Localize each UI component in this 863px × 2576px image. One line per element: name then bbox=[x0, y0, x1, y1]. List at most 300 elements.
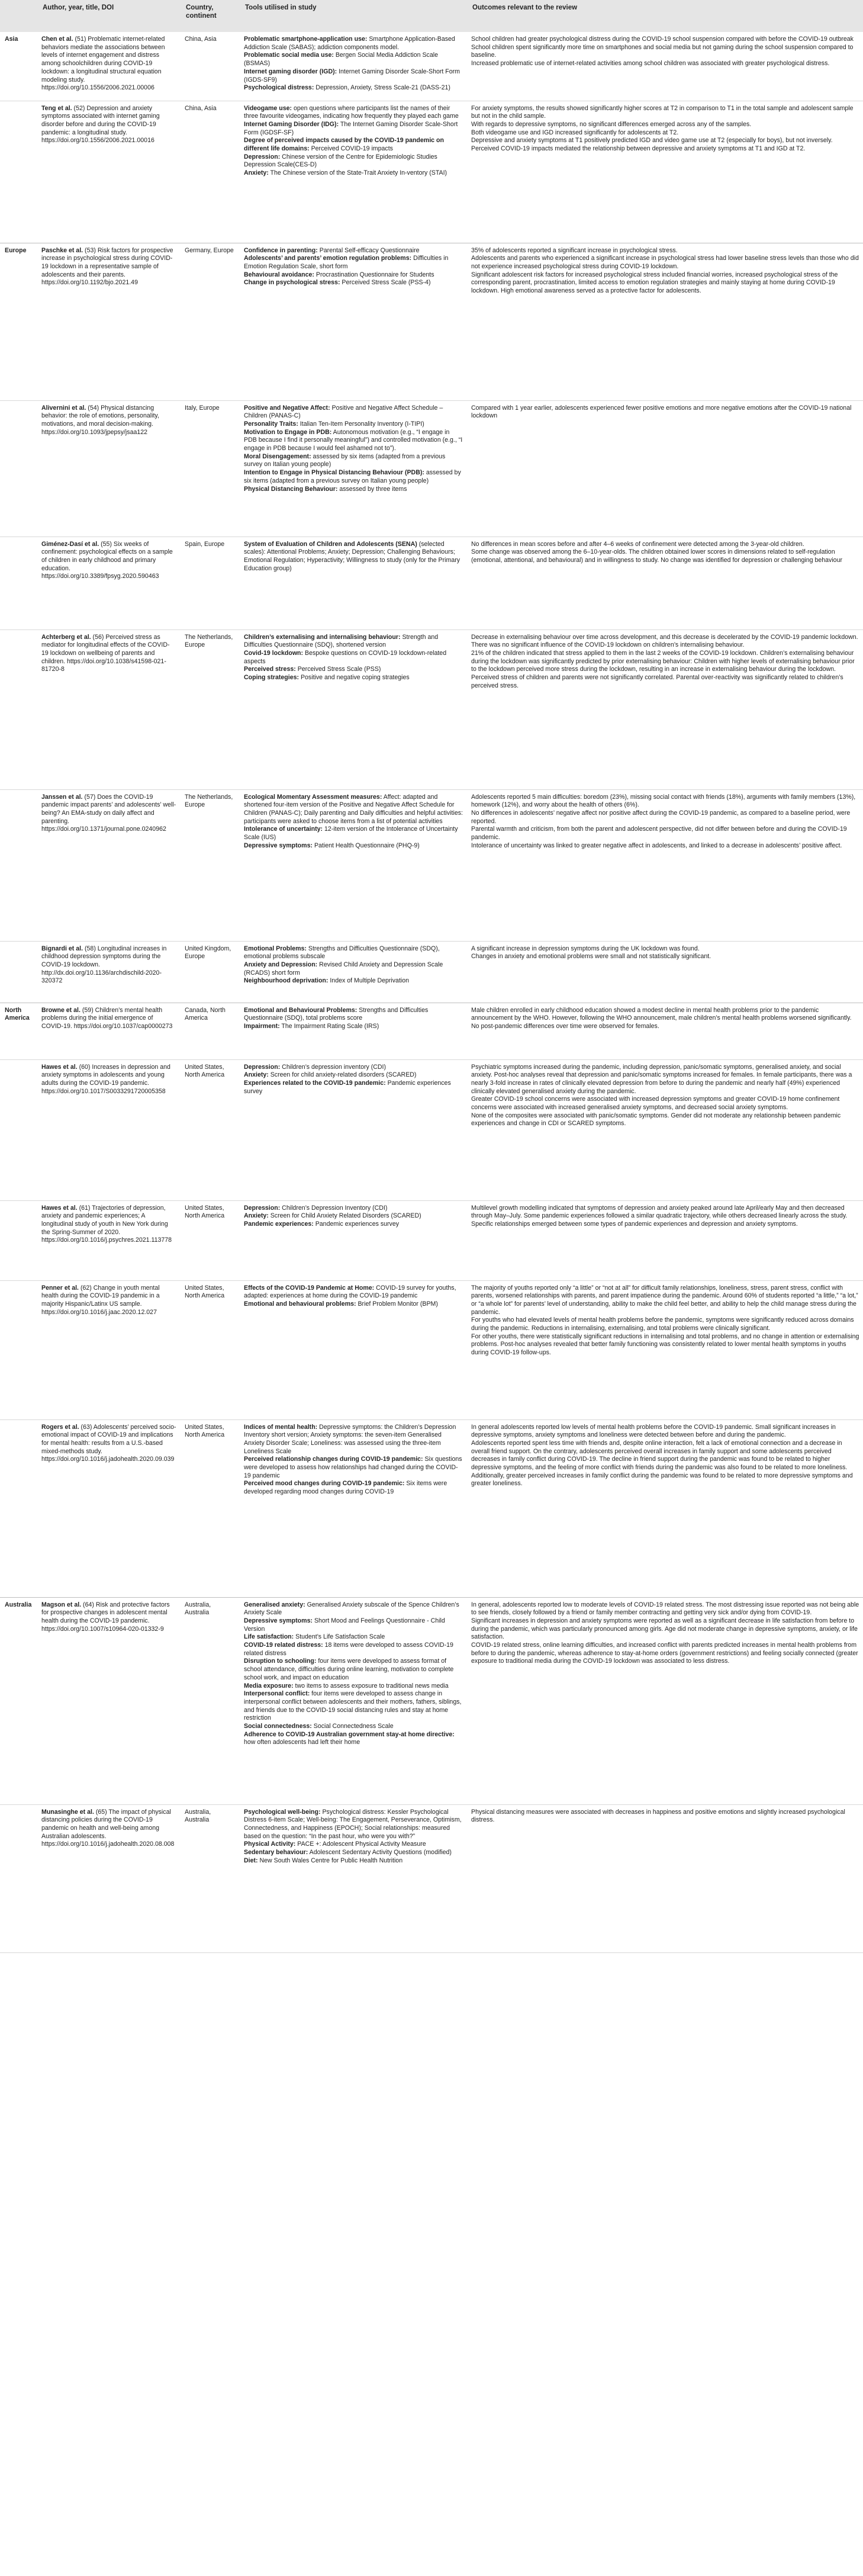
tool-label: Generalised anxiety: bbox=[244, 1601, 305, 1608]
outcome-paragraph: 35% of adolescents reported a significant increase in psychological stress. bbox=[471, 246, 678, 254]
tool-label: Depression: bbox=[244, 1063, 281, 1071]
region-cell bbox=[0, 1200, 37, 1280]
table-row bbox=[0, 1280, 863, 1419]
outcome-paragraph: Intolerance of uncertainty was linked to greater negative affect in adolescents, and linked to a decrease in adolescents’ positive affect. bbox=[471, 841, 842, 849]
author-name: Alivernini et al. bbox=[41, 404, 86, 412]
table-row bbox=[0, 1804, 863, 1952]
tools-cell bbox=[239, 629, 466, 789]
tool-description: Chinese version of the Centre for Epidemiologic Studies Depression Scale(CES-D) bbox=[244, 153, 437, 169]
tool-description: Affect: adapted and shortened four-item version of the Positive and Negative Affect Schedule for Children (PANAS-C); Daily parenting and Daily difficulties and helpful activities: participants were asked to choose items from a list of potential activities bbox=[244, 793, 463, 825]
tool-item bbox=[244, 1682, 463, 1691]
tool-description: Generalised Anxiety subscale of the Spence Children’s Anxiety Scale bbox=[244, 1601, 459, 1617]
header-outcomes: Outcomes relevant to the review bbox=[466, 0, 863, 32]
tool-label: Intolerance of uncertainty: bbox=[244, 826, 323, 833]
tool-description: Six questions were developed to assess how relationships had changed during the COVID-19 pandemic bbox=[244, 1456, 462, 1479]
region-cell: Australia bbox=[0, 1597, 37, 1804]
tool-label: Indices of mental health: bbox=[244, 1423, 318, 1431]
tool-label: Ecological Momentary Assessment measures: bbox=[244, 793, 382, 801]
author-name: Teng et al. bbox=[41, 104, 72, 112]
tool-item bbox=[244, 247, 463, 255]
tool-description: Internet Gaming Disorder Scale-Short Form (IGDS-SF9) bbox=[244, 68, 460, 83]
tool-label: Social connectedness: bbox=[244, 1723, 312, 1730]
outcome-paragraph: Some change was observed among the 6–10-year-olds. The children obtained lower scores in dimensions related to self-regulation (emotional, attentional, and behavioural) and in willingness to study. No change was identified for depression or challenging behaviour bbox=[471, 548, 842, 564]
outcome-paragraph: Increased problematic use of internet-related activities among school children was associated with greater psychological distress. bbox=[471, 60, 830, 68]
tool-item bbox=[244, 1658, 463, 1682]
outcomes-cell bbox=[466, 1059, 863, 1200]
outcome-paragraph: With regards to depressive symptoms, no significant differences emerged across any of the samples. bbox=[471, 120, 752, 128]
tool-item bbox=[244, 52, 463, 68]
author-title-doi: (58) Longitudinal increases in childhood depression symptoms during the COVID-19 lockdown. http://dx.doi.org/10.1136/archdischild-2020-320372 bbox=[41, 945, 167, 985]
tool-item bbox=[244, 826, 463, 841]
tool-item bbox=[244, 404, 463, 420]
tool-item bbox=[244, 36, 463, 52]
region-cell bbox=[0, 629, 37, 789]
tool-description: Psychological distress: Kessler Psychological Distress 6-item Scale; Well-being: The Engagement, Perseverance, Optimism, Connectedness, and Happiness (EPOCH); Social relationships: measured based on the question: “In the past hour, who were you with?” bbox=[244, 1808, 462, 1840]
country-cell: Germany, Europe bbox=[180, 243, 239, 400]
tool-item bbox=[244, 794, 463, 826]
tool-label: Intention to Engage in Physical Distancing Behaviour (PDB): bbox=[244, 469, 424, 477]
tool-item bbox=[244, 1205, 463, 1213]
tool-item bbox=[244, 84, 463, 92]
author-cell bbox=[37, 32, 180, 101]
tool-label: Motivation to Engage in PDB: bbox=[244, 428, 332, 436]
tool-description: Bergen Social Media Addiction Scale (BSMAS) bbox=[244, 52, 438, 68]
outcomes-cell bbox=[466, 1419, 863, 1597]
author-cell bbox=[37, 1200, 180, 1280]
tool-label: Emotional Problems: bbox=[244, 945, 307, 952]
tool-description: Strength and Difficulties Questionnaire (SDQ), shortened version bbox=[244, 633, 439, 649]
tool-item bbox=[244, 1284, 463, 1300]
tool-item bbox=[244, 1849, 463, 1857]
tool-label: Disruption to schooling: bbox=[244, 1658, 317, 1665]
tool-label: Impairment: bbox=[244, 1022, 280, 1030]
outcomes-cell bbox=[466, 101, 863, 243]
tool-description: Patient Health Questionnaire (PHQ-9) bbox=[313, 841, 420, 849]
outcomes-cell bbox=[466, 243, 863, 400]
tool-label: Internet gaming disorder (IGD): bbox=[244, 68, 337, 75]
header-country: Country, continent bbox=[180, 0, 239, 32]
tool-label: Depression: bbox=[244, 1204, 281, 1212]
tool-label: Emotional and Behavioural Problems: bbox=[244, 1006, 358, 1014]
author-cell bbox=[37, 1059, 180, 1200]
tool-label: Anxiety: bbox=[244, 1071, 269, 1079]
tool-label: Anxiety and Depression: bbox=[244, 961, 318, 968]
tool-description: Difficulties in Emotion Regulation Scale, short form bbox=[244, 255, 449, 270]
tool-label: Moral Disengagement: bbox=[244, 452, 311, 460]
outcome-paragraph: The majority of youths reported only “a little” or “not at all” for difficult family relationships, loneliness, stress, parent stress, conflict with parents, worsened relationships with parents, and parent impatience during the pandemic. Around 60% of students reported “a little,” “a lot,” or “a whole lot” for parents’ level of understanding, ability to make the child feel better, and ability to help the child manage stress during the pandemic. bbox=[471, 1284, 858, 1316]
author-title-doi: (63) Adolescents’ perceived socio-emotional impact of COVID-19 and implications for mental health: results from a U.S.-based mixed-methods study. https://doi.org/10.1016/j.jadohealth.2020.09.039 bbox=[41, 1423, 176, 1463]
tool-description: Strengths and Difficulties Questionnaire (SDQ), emotional problems subscale bbox=[244, 945, 440, 961]
author-cell bbox=[37, 1597, 180, 1804]
tool-description: Positive and negative coping strategies bbox=[299, 674, 410, 682]
author-name: Magson et al. bbox=[41, 1601, 82, 1608]
tool-label: COVID-19 related distress: bbox=[244, 1642, 323, 1649]
header-region bbox=[0, 0, 37, 32]
tools-cell bbox=[239, 1280, 466, 1419]
outcome-paragraph: Significant increases in depression and anxiety symptoms were reported as well as a significant decrease in life satisfaction from before to during the pandemic, which was particularly pronounced among girls. Age did not moderate change in depressive symptoms, anxiety, or life satisfaction. bbox=[471, 1617, 858, 1641]
tool-item bbox=[244, 105, 463, 121]
tool-label: Perceived mood changes during COVID-19 pandemic: bbox=[244, 1480, 405, 1488]
tool-item bbox=[244, 469, 463, 485]
tool-description: Revised Child Anxiety and Depression Scale (RCADS) short form bbox=[244, 961, 443, 977]
table-row bbox=[0, 32, 863, 101]
tools-cell bbox=[239, 789, 466, 941]
table-row bbox=[0, 400, 863, 537]
tool-label: Experiences related to the COVID-19 pandemic: bbox=[244, 1079, 386, 1087]
tool-item bbox=[244, 674, 463, 682]
author-title-doi: (65) The impact of physical distancing policies during the COVID-19 pandemic on health and well-being among Australian adolescents. https://doi.org/10.1016/j.jadohealth.2020.08.008 bbox=[41, 1808, 175, 1848]
region-cell: North America bbox=[0, 1003, 37, 1059]
author-cell bbox=[37, 789, 180, 941]
tool-label: Anxiety: bbox=[244, 169, 269, 177]
tools-cell bbox=[239, 243, 466, 400]
author-title-doi: (59) Children’s mental health problems during the initial emergence of COVID-19. https://doi.org/10.1037/cap0000273 bbox=[41, 1006, 173, 1030]
author-title-doi: (53) Risk factors for prospective increase in psychological stress during COVID-19 lockdown in a representative sample of adolescents and their parents. https://doi.org/10.1192/bjo.2021.49 bbox=[41, 246, 173, 287]
tool-description: Short Mood and Feelings Questionnaire - Child Version bbox=[244, 1617, 445, 1633]
outcomes-cell bbox=[466, 1597, 863, 1804]
tool-description: Depressive symptoms: the Children’s Depression Inventory short version; Anxiety symptoms: the seven-item Generalised Anxiety Disorder Scale; Loneliness: was assessed using the three-item Loneliness Scale bbox=[244, 1423, 456, 1455]
region-cell bbox=[0, 1804, 37, 1952]
tool-description: Student’s Life Satisfaction Scale bbox=[294, 1633, 385, 1641]
tool-item bbox=[244, 1690, 463, 1723]
tool-label: Videogame use: bbox=[244, 104, 292, 112]
author-title-doi: (60) Increases in depression and anxiety symptoms in adolescents and young adults during the COVID-19 pandemic. https://doi.org/10.1017/S0033291720005358 bbox=[41, 1063, 170, 1095]
outcome-paragraph: Psychiatric symptoms increased during the pandemic, including depression, panic/somatic symptoms, generalised anxiety, and social anxiety. Post-hoc analyses reveal that depression and panic/somatic symptoms increased for females. In female participants, there was a nearly 3-fold increase in rates of clinically elevated depression from before to during the pandemic and nearly half (49%) experienced clinically elevated generalised anxiety during the pandemic. bbox=[471, 1063, 852, 1095]
outcome-paragraph: Perceived stress of children and parents were not significantly correlated. Parental over-reactivity was significantly related to children’s perceived stress. bbox=[471, 674, 843, 689]
tool-item bbox=[244, 1642, 463, 1658]
country-cell: China, Asia bbox=[180, 101, 239, 243]
author-cell bbox=[37, 1003, 180, 1059]
table-row bbox=[0, 1200, 863, 1280]
tool-item bbox=[244, 1841, 463, 1849]
country-cell: The Netherlands, Europe bbox=[180, 629, 239, 789]
tool-description: 12-item version of the Intolerance of Uncertainty Scale (IUS) bbox=[244, 826, 458, 841]
tool-description: two items to assess exposure to traditional news media bbox=[293, 1682, 449, 1690]
tool-label: Behavioural avoidance: bbox=[244, 271, 314, 278]
tool-description: how often adolescents had left their home bbox=[244, 1739, 360, 1746]
tool-description: New South Wales Centre for Public Health Nutrition bbox=[257, 1856, 403, 1864]
outcomes-cell bbox=[466, 1804, 863, 1952]
tool-label: Children’s externalising and internalising behaviour: bbox=[244, 633, 401, 641]
tool-description: Autonomous motivation (e.g., “I engage in PDB because I find it personally meaningful”) and controlled motivation (e.g., “I engage in PDB because I would feel ashamed not to”). bbox=[244, 428, 463, 452]
author-cell bbox=[37, 941, 180, 1003]
country-cell: Italy, Europe bbox=[180, 400, 239, 537]
outcomes-cell bbox=[466, 941, 863, 1003]
author-name: Bignardi et al. bbox=[41, 945, 83, 952]
table-row bbox=[0, 1003, 863, 1059]
outcomes-cell bbox=[466, 1003, 863, 1059]
author-name: Munasinghe et al. bbox=[41, 1808, 94, 1816]
tool-description: Smartphone Application-Based Addiction Scale (SABAS); addiction components model. bbox=[244, 36, 455, 51]
table-header-row bbox=[0, 0, 863, 32]
tool-description: Perceived COVID-19 impacts bbox=[309, 145, 393, 153]
tool-item bbox=[244, 1723, 463, 1731]
tool-label: Pandemic experiences: bbox=[244, 1220, 314, 1228]
region-cell bbox=[0, 1059, 37, 1200]
table-row bbox=[0, 1059, 863, 1200]
tool-description: assessed by six items (adapted from a previous survey on Italian young people) bbox=[244, 452, 446, 468]
table-row bbox=[0, 1419, 863, 1597]
author-cell bbox=[37, 1280, 180, 1419]
tool-description: Depression, Anxiety, Stress Scale-21 (DASS-21) bbox=[314, 84, 450, 92]
tool-description: Pandemic experiences survey bbox=[244, 1079, 451, 1095]
tool-item bbox=[244, 634, 463, 650]
outcome-paragraph: Perceived COVID-19 impacts mediated the relationship between depressive and anxiety symptoms at T1 and IGD at T2. bbox=[471, 145, 806, 153]
tool-label: Perceived stress: bbox=[244, 666, 296, 673]
author-name: Rogers et al. bbox=[41, 1423, 79, 1431]
table-row bbox=[0, 1597, 863, 1804]
tool-description: Perceived Stress Scale (PSS) bbox=[295, 666, 381, 673]
tool-label: Neighbourhood deprivation: bbox=[244, 977, 329, 985]
tool-label: Effects of the COVID-19 Pandemic at Home: bbox=[244, 1284, 375, 1292]
outcomes-cell bbox=[466, 629, 863, 789]
tool-label: Confidence in parenting: bbox=[244, 246, 318, 254]
region-cell bbox=[0, 1280, 37, 1419]
tool-item bbox=[244, 1023, 463, 1031]
author-name: Browne et al. bbox=[41, 1006, 80, 1014]
outcome-paragraph: Significant adolescent risk factors for increased psychological stress included financial worries, increased psychological stress of the corresponding parent, procrastination, limited access to emotion regulation strategies and mainly staying at home during COVID-19 lockdown. High emotional awareness served as a protective factor for adolescents. bbox=[471, 271, 838, 295]
country-cell: The Netherlands, Europe bbox=[180, 789, 239, 941]
tool-description: Parental Self-efficacy Questionnaire bbox=[317, 246, 420, 254]
tool-item bbox=[244, 1480, 463, 1496]
tool-item bbox=[244, 1617, 463, 1633]
country-cell: Australia, Australia bbox=[180, 1804, 239, 1952]
tool-item bbox=[244, 486, 463, 494]
outcomes-cell bbox=[466, 32, 863, 101]
outcome-paragraph: Both videogame use and IGD increased significantly for adolescents at T2. bbox=[471, 129, 679, 136]
author-title-doi: (52) Depression and anxiety symptoms associated with internet gaming disorder before and during the COVID-19 pandemic: a longitudinal study. https://doi.org/10.1556/2006.2021.00016 bbox=[41, 104, 160, 144]
author-name: Chen et al. bbox=[41, 36, 73, 43]
tool-description: Brief Problem Monitor (BPM) bbox=[356, 1300, 438, 1308]
region-cell bbox=[0, 537, 37, 629]
tool-description: four items were developed to assess change in interpersonal conflict between adolescents and their mothers, fathers, siblings, and friends due to the COVID-19 social distancing rules and stay at home restriction bbox=[244, 1690, 462, 1722]
tool-item bbox=[244, 1633, 463, 1642]
tool-label: Degree of perceived impacts caused by the COVID-19 pandemic on different life domains: bbox=[244, 137, 444, 153]
author-name: Penner et al. bbox=[41, 1284, 79, 1292]
tool-label: Physical Distancing Behaviour: bbox=[244, 485, 338, 493]
tool-label: Problematic social media use: bbox=[244, 52, 334, 59]
author-title-doi: (57) Does the COVID-19 pandemic impact parents’ and adolescents’ well-being? An EMA-study on daily affect and parenting. https://doi.org/10.1371/journal.pone.0240962 bbox=[41, 793, 176, 833]
tool-item bbox=[244, 541, 463, 573]
tool-label: Physical Activity: bbox=[244, 1841, 296, 1848]
tool-label: Psychological distress: bbox=[244, 84, 314, 92]
outcome-paragraph: School children spent significantly more time on smartphones and social media but not gaming during the school suspension compared to baseline. bbox=[471, 43, 854, 59]
tool-item bbox=[244, 1731, 463, 1747]
table-row bbox=[0, 941, 863, 1003]
outcome-paragraph: 21% of the children indicated that stress applied to them in the last 2 weeks of the COVID-19 lockdown. Children’s externalising behaviour during the lockdown was significantly predicted by prior externalising behaviour: Children with higher levels of externalising behaviour prior to the lockdown perceived more stress during the lockdown, resulting in an increase in externalising behaviour during the lockdown. bbox=[471, 649, 855, 673]
tool-item bbox=[244, 1601, 463, 1617]
author-title-doi: (62) Change in youth mental health during the COVID-19 pandemic in a majority Hispanic/Latinx US sample. https://doi.org/10.1016/j.jaac.2020.12.027 bbox=[41, 1284, 160, 1316]
outcome-paragraph: In general, adolescents reported low to moderate levels of COVID-19 related stress. The most distressing issue reported was not being able to see friends, closely followed by a friend or family member contracting and getting very sick and/or dying from COVID-19. bbox=[471, 1601, 859, 1617]
table-row bbox=[0, 789, 863, 941]
tool-item bbox=[244, 1857, 463, 1865]
tool-description: four items were developed to assess format of school attendance, difficulties during online learning, motivation to complete school work, and impact on education bbox=[244, 1658, 454, 1681]
tool-label: Perceived relationship changes during COVID-19 pandemic: bbox=[244, 1456, 423, 1463]
tool-label: Internet Gaming Disorder (IDG): bbox=[244, 120, 339, 128]
header-tools: Tools utilised in study bbox=[239, 0, 466, 32]
tool-item bbox=[244, 429, 463, 453]
outcome-paragraph: Adolescents and parents who experienced a significant increase in psychological stress had lower baseline stress levels than those who did not experience increased psychological stress during COVID-19 lockdown. bbox=[471, 255, 859, 270]
outcome-paragraph: Changes in anxiety and emotional problems were small and not statistically significant. bbox=[471, 953, 711, 961]
author-title-doi: (64) Risk and protective factors for prospective changes in adolescent mental health during the COVID-19 pandemic. https://doi.org/10.1007/s10964-020-01332-9 bbox=[41, 1601, 170, 1633]
tool-item bbox=[244, 1071, 463, 1080]
country-cell: China, Asia bbox=[180, 32, 239, 101]
tool-item bbox=[244, 666, 463, 674]
tool-item bbox=[244, 1212, 463, 1220]
tool-description: Positive and Negative Affect Schedule – Children (PANAS-C) bbox=[244, 404, 443, 420]
region-cell bbox=[0, 1419, 37, 1597]
tool-item bbox=[244, 1424, 463, 1456]
header-author: Author, year, title, DOI bbox=[37, 0, 180, 32]
tool-description: The Impairment Rating Scale (IRS) bbox=[279, 1022, 379, 1030]
tool-item bbox=[244, 279, 463, 287]
tool-label: Anxiety: bbox=[244, 1212, 269, 1220]
tool-item bbox=[244, 842, 463, 850]
tool-description: The Internet Gaming Disorder Scale-Short Form (IGDSF-SF) bbox=[244, 120, 458, 136]
author-cell bbox=[37, 1419, 180, 1597]
outcome-paragraph: No differences in mean scores before and after 4–6 weeks of confinement were detected among the 3-year-old children. bbox=[471, 540, 804, 548]
author-name: Janssen et al. bbox=[41, 793, 83, 801]
tool-item bbox=[244, 153, 463, 169]
tools-cell bbox=[239, 1059, 466, 1200]
tool-item bbox=[244, 1007, 463, 1023]
author-title-doi: (56) Perceived stress as mediator for longitudinal effects of the COVID-19 lockdown on wellbeing of parents and children. https://doi.org/10.1038/s41598-021-81720-8 bbox=[41, 633, 170, 673]
tool-item bbox=[244, 137, 463, 153]
country-cell: United States, North America bbox=[180, 1200, 239, 1280]
outcomes-cell bbox=[466, 1280, 863, 1419]
region-cell bbox=[0, 101, 37, 243]
tool-description: 18 items were developed to assess COVID-19 related distress bbox=[244, 1642, 453, 1657]
tool-item bbox=[244, 650, 463, 666]
tool-description: Bespoke questions on COVID-19 lockdown-related aspects bbox=[244, 649, 447, 665]
outcome-paragraph: Multilevel growth modelling indicated that symptoms of depression and anxiety peaked around late April/early May and then decreased through May–July. Some pandemic experiences followed a similar quadratic trajectory, while others decreased linearly across the study. Specific relationships emerged between some types of pandemic experiences and depression and anxiety symptoms. bbox=[471, 1204, 848, 1228]
tool-label: Diet: bbox=[244, 1856, 258, 1864]
outcome-paragraph: For youths who had elevated levels of mental health problems before the pandemic, symptoms were significantly reduced across domains during the pandemic. Reductions in internalising, externalising, and total problems were clinically significant. bbox=[471, 1316, 854, 1332]
tools-cell bbox=[239, 400, 466, 537]
author-name: Giménez-Dasí et al. bbox=[41, 540, 99, 548]
tools-cell bbox=[239, 1804, 466, 1952]
table-row bbox=[0, 537, 863, 629]
tool-label: Adherence to COVID-19 Australian government stay-at home directive: bbox=[244, 1730, 455, 1738]
tool-item bbox=[244, 1064, 463, 1072]
author-cell bbox=[37, 101, 180, 243]
tool-item bbox=[244, 271, 463, 280]
tool-label: Positive and Negative Affect: bbox=[244, 404, 330, 412]
tool-label: Personality Traits: bbox=[244, 420, 298, 428]
tools-cell bbox=[239, 1419, 466, 1597]
tool-description: Screen for child anxiety-related disorders (SCARED) bbox=[268, 1071, 417, 1079]
tool-label: Problematic smartphone-application use: bbox=[244, 36, 368, 43]
table-row bbox=[0, 243, 863, 400]
tools-cell bbox=[239, 1003, 466, 1059]
tool-label: Interpersonal conflict: bbox=[244, 1690, 310, 1698]
tool-description: Social Connectedness Scale bbox=[311, 1723, 394, 1730]
tool-description: PACE +: Adolescent Physical Activity Measure bbox=[295, 1841, 426, 1848]
author-name: Hawes et al. bbox=[41, 1204, 78, 1212]
tool-label: Adolescents’ and parents’ emotion regulation problems: bbox=[244, 255, 412, 262]
tool-description: Children’s depression inventory (CDI) bbox=[280, 1063, 387, 1071]
outcomes-cell bbox=[466, 1200, 863, 1280]
tools-cell bbox=[239, 1597, 466, 1804]
author-title-doi: (55) Six weeks of confinement: psychological effects on a sample of children in early childhood and primary education. https://doi.org/10.3389/fpsyg.2020.590463 bbox=[41, 540, 173, 580]
tool-description: Procrastination Questionnaire for Students bbox=[314, 271, 434, 278]
outcome-paragraph: Greater COVID-19 school concerns were associated with increased depression symptoms and greater COVID-19 home confinement concerns were associated with increased generalised anxiety symptoms, and decreased social anxiety symptoms. bbox=[471, 1096, 840, 1112]
tool-label: Depressive symptoms: bbox=[244, 1617, 313, 1624]
outcome-paragraph: Male children enrolled in early childhood education showed a modest decline in mental health problems prior to the pandemic announcement by the WHO. However, following the WHO announcement, male children’s mental health problems worsened significantly. bbox=[471, 1006, 852, 1022]
outcome-paragraph: No differences in adolescents’ negative affect nor positive affect during the COVID-19 pandemic, as compared to a baseline period, were reported. bbox=[471, 809, 851, 825]
author-cell bbox=[37, 400, 180, 537]
tool-description: Children’s Depression Inventory (CDI) bbox=[280, 1204, 388, 1212]
outcome-paragraph: Compared with 1 year earlier, adolescents experienced fewer positive emotions and more negative emotions after the COVID-19 national lockdown bbox=[471, 404, 852, 420]
outcome-paragraph: Adolescents reported spent less time with friends and, despite online interaction, felt a lack of emotional connection and a decrease in overall friend support. On the contrary, adolescents perceived overall increases in family support and some adolescents perceived decreases in family conflict during COVID-19. The decline in friend support during the pandemic was found to be related to higher depressive symptoms, and the feeling of more conflict with friends during the pandemic was also found to be related to more loneliness. Additionally, greater perceived increases in family conflict during the pandemic was found to be related to more depressive symptoms and greater loneliness. bbox=[471, 1439, 853, 1488]
tool-item bbox=[244, 1300, 463, 1309]
tool-description: Index of Multiple Deprivation bbox=[328, 977, 410, 985]
tool-item bbox=[244, 169, 463, 178]
region-cell: Asia bbox=[0, 32, 37, 101]
tool-label: Life satisfaction: bbox=[244, 1633, 294, 1641]
tool-description: Pandemic experiences survey bbox=[313, 1220, 400, 1228]
author-title-doi: (61) Trajectories of depression, anxiety and pandemic experiences; A longitudinal study of youth in New York during the Spring-Summer of 2020. https://doi.org/10.1016/j.psychres.2021.113778 bbox=[41, 1204, 172, 1244]
tool-label: Change in psychological stress: bbox=[244, 279, 340, 287]
region-cell bbox=[0, 941, 37, 1003]
tool-label: Covid-19 lockdown: bbox=[244, 649, 304, 657]
author-title-doi: (51) Problematic internet-related behaviors mediate the associations between levels of internet engagement and distress among schoolchildren during COVID-19 lockdown: a longitudinal structural equation modeling study. https://doi.org/10.1556/2006.2021.00006 bbox=[41, 36, 165, 92]
tools-cell bbox=[239, 1200, 466, 1280]
country-cell: Australia, Australia bbox=[180, 1597, 239, 1804]
country-cell: Spain, Europe bbox=[180, 537, 239, 629]
country-cell: United Kingdom, Europe bbox=[180, 941, 239, 1003]
tool-item bbox=[244, 1220, 463, 1229]
tool-description: Perceived Stress Scale (PSS-4) bbox=[340, 279, 431, 287]
region-cell bbox=[0, 789, 37, 941]
outcome-paragraph: School children had greater psychological distress during the COVID-19 school suspension compared with before the COVID-19 outbreak bbox=[471, 36, 854, 43]
outcome-paragraph: For other youths, there were statistically significant reductions in internalising and total problems, and no change in attention or externalising problems. Post-hoc analyses revealed that better family functioning was consistently related to lower mental health symptoms in youths during COVID-19 follow-ups. bbox=[471, 1332, 859, 1357]
author-name: Hawes et al. bbox=[41, 1063, 78, 1071]
outcome-paragraph: None of the composites were associated with panic/somatic symptoms. Gender did not moderate any relationship between pandemic experiences and change in CDI or SCARED symptoms. bbox=[471, 1112, 841, 1128]
tool-label: Media exposure: bbox=[244, 1682, 294, 1690]
region-cell bbox=[0, 400, 37, 537]
tool-item bbox=[244, 977, 463, 985]
table-row bbox=[0, 629, 863, 789]
country-cell: United States, North America bbox=[180, 1419, 239, 1597]
outcomes-cell bbox=[466, 789, 863, 941]
table-row bbox=[0, 101, 863, 243]
tool-description: The Chinese version of the State-Trait Anxiety In-ventory (STAI) bbox=[268, 169, 447, 177]
outcome-paragraph: Physical distancing measures were associated with decreases in happiness and positive emotions and slightly increased psychological distress. bbox=[471, 1808, 845, 1824]
tool-description: Italian Ten-Item Personality Inventory (I-TIPI) bbox=[298, 420, 424, 428]
tool-label: System of Evaluation of Children and Adolescents (SENA) bbox=[244, 540, 417, 548]
tools-cell bbox=[239, 537, 466, 629]
country-cell: Canada, North America bbox=[180, 1003, 239, 1059]
tool-item bbox=[244, 1456, 463, 1480]
tool-description: COVID-19 survey for youths, adapted: experiences at home during the COVID-19 pandemic bbox=[244, 1284, 456, 1300]
tool-item bbox=[244, 945, 463, 961]
tool-label: Depressive symptoms: bbox=[244, 841, 313, 849]
tools-cell bbox=[239, 32, 466, 101]
tool-description: Screen for Child Anxiety Related Disorders (SCARED) bbox=[268, 1212, 421, 1220]
tool-item bbox=[244, 420, 463, 429]
author-cell bbox=[37, 629, 180, 789]
tool-item bbox=[244, 68, 463, 84]
outcome-paragraph: In general adolescents reported low levels of mental health problems before the COVID-19 pandemic. Small significant increases in depressive symptoms, anxiety symptoms and loneliness were detected between before and during the pandemic. bbox=[471, 1423, 836, 1439]
author-cell bbox=[37, 243, 180, 400]
author-cell bbox=[37, 1804, 180, 1952]
tool-description: Six items were developed regarding mood changes during COVID-19 bbox=[244, 1480, 447, 1496]
tool-label: Emotional and behavioural problems: bbox=[244, 1300, 356, 1308]
region-cell: Europe bbox=[0, 243, 37, 400]
outcome-paragraph: No post-pandemic differences over time were observed for females. bbox=[471, 1022, 659, 1030]
tool-label: Psychological well-being: bbox=[244, 1808, 321, 1816]
